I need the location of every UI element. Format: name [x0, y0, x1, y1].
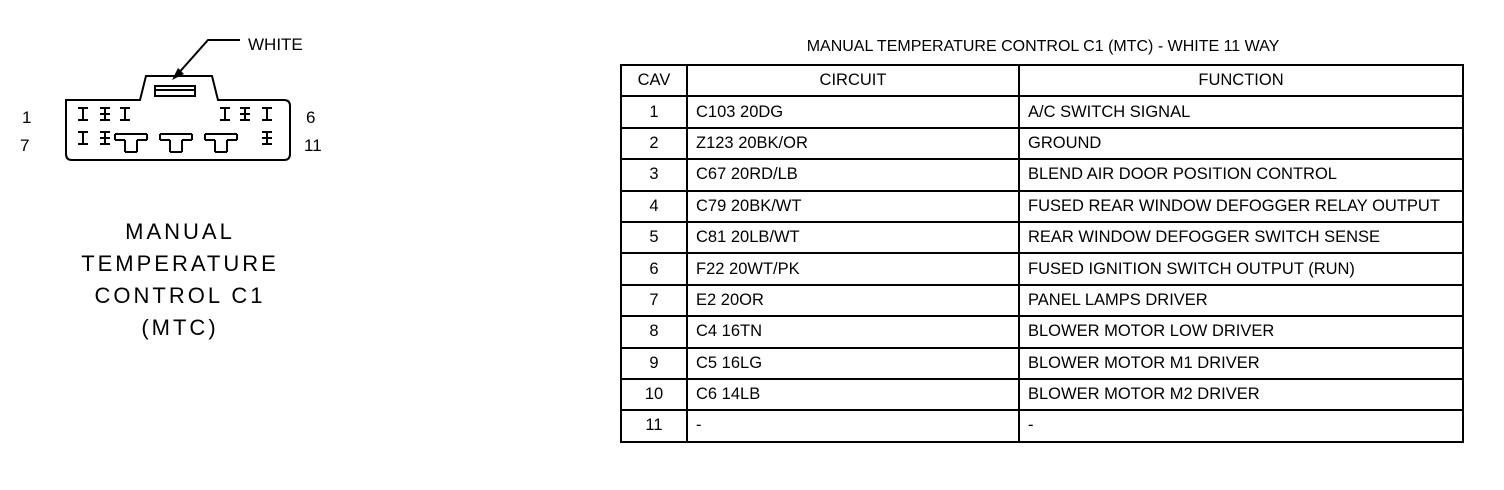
function-cell: FUSED IGNITION SWITCH OUTPUT (RUN)	[1019, 253, 1463, 284]
table-row	[621, 253, 1463, 284]
pin-label-1: 1	[22, 108, 32, 127]
table-row	[621, 348, 1463, 379]
cav-cell: 5	[621, 222, 687, 253]
function-cell: A/C SWITCH SIGNAL	[1019, 96, 1463, 127]
pin-label-6: 6	[306, 108, 316, 127]
connector-housing	[66, 76, 290, 160]
circuit-cell: C81 20LB/WT	[687, 222, 1019, 253]
table-row	[621, 222, 1463, 253]
connector-name-line: MANUAL	[125, 219, 235, 244]
circuit-cell: Z123 20BK/OR	[687, 128, 1019, 159]
circuit-cell: E2 20OR	[687, 285, 1019, 316]
table-row	[621, 96, 1463, 127]
connector-name	[60, 216, 300, 344]
circuit-cell: C6 14LB	[687, 379, 1019, 410]
function-cell: BLOWER MOTOR M1 DRIVER	[1019, 348, 1463, 379]
cav-cell: 9	[621, 348, 687, 379]
column-header-cav: CAV	[621, 65, 687, 96]
pin-label-11: 11	[304, 136, 322, 155]
cav-cell: 4	[621, 191, 687, 222]
connector-face-drawing	[0, 0, 360, 200]
table-row	[621, 285, 1463, 316]
circuit-cell: C67 20RD/LB	[687, 159, 1019, 190]
function-cell: BLOWER MOTOR LOW DRIVER	[1019, 316, 1463, 347]
connector-diagram	[0, 0, 360, 490]
column-header-circuit: CIRCUIT	[687, 65, 1019, 96]
color-leader-line	[176, 40, 240, 76]
cav-cell: 7	[621, 285, 687, 316]
cav-cell: 1	[621, 96, 687, 127]
cav-cell: 2	[621, 128, 687, 159]
connector-name-line: TEMPERATURE	[81, 251, 279, 276]
cav-cell: 11	[621, 410, 687, 441]
cav-cell: 6	[621, 253, 687, 284]
circuit-cell: C103 20DG	[687, 96, 1019, 127]
column-header-function: FUNCTION	[1019, 65, 1463, 96]
table-title: MANUAL TEMPERATURE CONTROL C1 (MTC) - WHITE 11 WAY	[806, 38, 1280, 55]
function-cell: GROUND	[1019, 128, 1463, 159]
function-cell: PANEL LAMPS DRIVER	[1019, 285, 1463, 316]
circuit-cell: C5 16LG	[687, 348, 1019, 379]
connector-name-line: CONTROL C1	[94, 283, 266, 308]
connector-name-line: (MTC)	[141, 315, 219, 340]
cav-cell: 10	[621, 379, 687, 410]
table-row	[621, 159, 1463, 190]
circuit-cell: -	[687, 410, 1019, 441]
circuit-cell: C79 20BK/WT	[687, 191, 1019, 222]
cav-cell: 3	[621, 159, 687, 190]
function-cell: BLOWER MOTOR M2 DRIVER	[1019, 379, 1463, 410]
table-row	[621, 379, 1463, 410]
pin-label-7: 7	[20, 136, 30, 155]
pinout-table	[620, 64, 1464, 443]
circuit-cell: C4 16TN	[687, 316, 1019, 347]
circuit-cell: F22 20WT/PK	[687, 253, 1019, 284]
table-row	[621, 191, 1463, 222]
table-row	[621, 316, 1463, 347]
function-cell: BLEND AIR DOOR POSITION CONTROL	[1019, 159, 1463, 190]
table-row	[621, 128, 1463, 159]
cav-cell: 8	[621, 316, 687, 347]
connector-color-label: WHITE	[248, 35, 303, 54]
function-cell: REAR WINDOW DEFOGGER SWITCH SENSE	[1019, 222, 1463, 253]
table-header-row	[621, 65, 1463, 96]
table-row	[621, 410, 1463, 441]
top-row-terminals	[78, 108, 272, 120]
function-cell: -	[1019, 410, 1463, 441]
bottom-row-terminals	[78, 132, 272, 152]
function-cell: FUSED REAR WINDOW DEFOGGER RELAY OUTPUT	[1019, 191, 1463, 222]
